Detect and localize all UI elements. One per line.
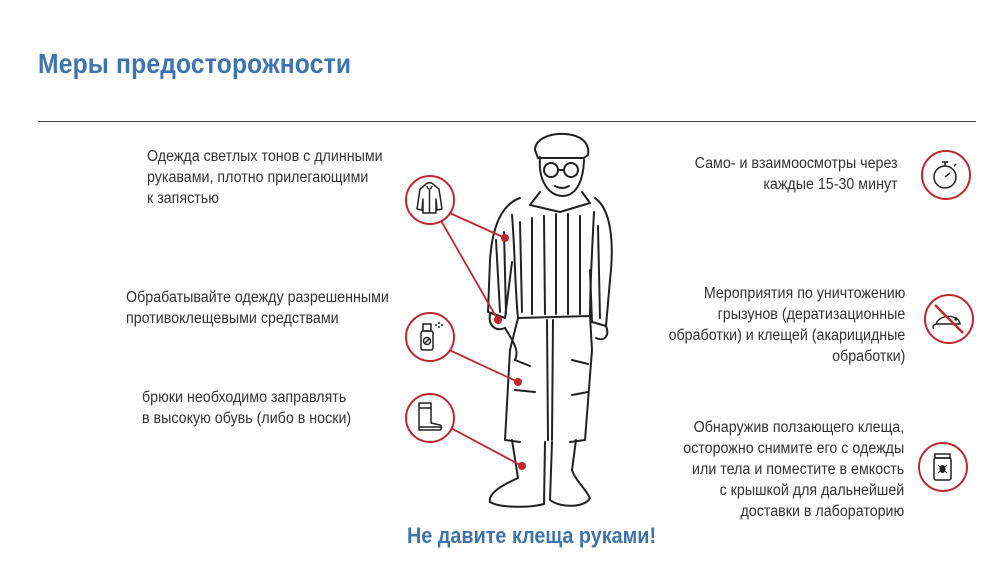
treatment-text: Обрабатывайте одежду разрешенными противоклещевыми средствами	[126, 289, 389, 327]
page-title: Меры предосторожности	[38, 48, 352, 79]
warning-text: Не давите клеща руками!	[407, 523, 657, 548]
spray-bottle-icon	[405, 312, 455, 362]
clothing-text: Одежда светлых тонов с длинными рукавами, плотно прилегающими к запястью	[147, 148, 383, 207]
inspection-text: Само- и взаимоосмотры через каждые 15-30 минут	[695, 155, 898, 193]
raincoat-icon	[405, 175, 455, 225]
remove-tick-text: Обнаружив ползающего клеща, осторожно снимите его с одежды или тела и поместите в емкость с крышкой для дальнейшей доставки в лабораторию	[682, 419, 904, 520]
tick-jar-icon	[918, 442, 968, 492]
no-rodent-icon	[924, 294, 974, 344]
stopwatch-icon	[921, 150, 971, 200]
rodent-control-text: Мероприятия по уничтожению грызунов (дератизационные обработки) и клещей (акарицидные обработки)	[668, 285, 905, 365]
boots-icon	[405, 393, 455, 443]
boots-text: брюки необходимо заправлять в высокую обувь (либо в носки)	[142, 389, 352, 427]
